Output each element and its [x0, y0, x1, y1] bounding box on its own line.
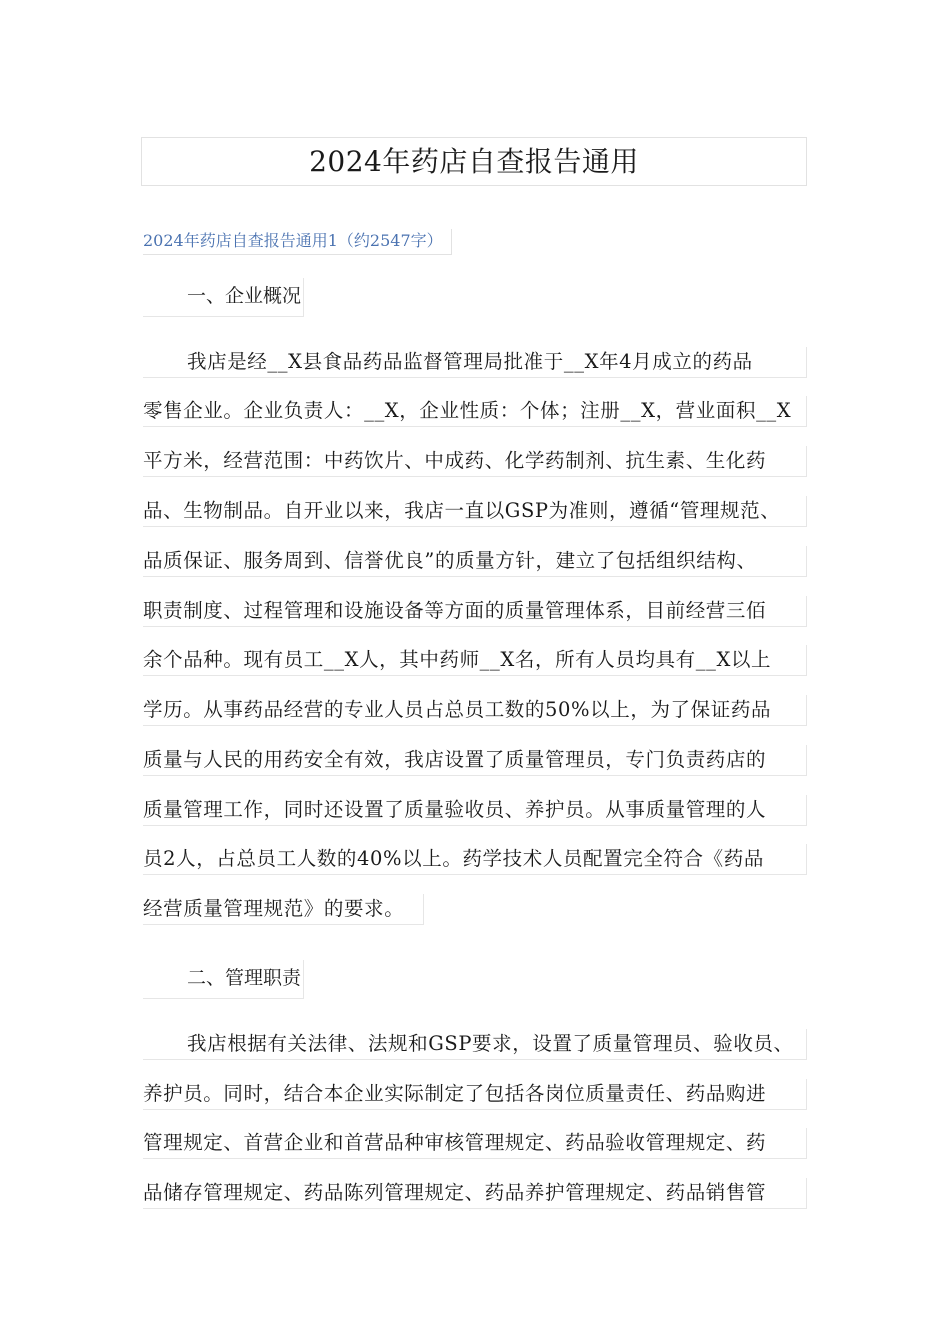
paragraph-line: 余个品种。现有员工__X人，其中药师__X名，所有人员均具有__X以上 — [143, 645, 807, 676]
paragraph-line: 品质保证、服务周到、信誉优良”的质量方针，建立了包括组织结构、 — [143, 546, 807, 577]
paragraph-line: 管理规定、首营企业和首营品种审核管理规定、药品验收管理规定、药 — [143, 1128, 807, 1159]
paragraph-line: 零售企业。企业负责人：__X，企业性质：个体；注册__X，营业面积__X — [143, 396, 807, 427]
paragraph-line: 员2人，占总员工人数的40%以上。药学技术人员配置完全符合《药品 — [143, 844, 807, 875]
paragraph-line: 学历。从事药品经营的专业人员占总员工数的50%以上，为了保证药品 — [143, 695, 807, 726]
document-title: 2024年药店自查报告通用 — [141, 137, 807, 186]
paragraph-line: 养护员。同时，结合本企业实际制定了包括各岗位质量责任、药品购进 — [143, 1079, 807, 1110]
paragraph-line: 质量管理工作，同时还设置了质量验收员、养护员。从事质量管理的人 — [143, 795, 807, 826]
toc-link[interactable]: 2024年药店自查报告通用1（约2547字） — [143, 229, 452, 255]
paragraph-line: 职责制度、过程管理和设施设备等方面的质量管理体系，目前经营三佰 — [143, 596, 807, 627]
paragraph-line: 平方米，经营范围：中药饮片、中成药、化学药制剂、抗生素、生化药 — [143, 446, 807, 477]
paragraph-line: 品储存管理规定、药品陈列管理规定、药品养护管理规定、药品销售管 — [143, 1178, 807, 1209]
paragraph-line: 我店是经__X县食品药品监督管理局批准于__X年4月成立的药品 — [143, 347, 807, 378]
section-heading-management: 二、管理职责 — [143, 960, 304, 999]
paragraph-line: 经营质量管理规范》的要求。 — [143, 894, 424, 925]
paragraph-line: 我店根据有关法律、法规和GSP要求，设置了质量管理员、验收员、 — [143, 1029, 807, 1060]
paragraph-line: 品、生物制品。自开业以来，我店一直以GSP为准则，遵循“管理规范、 — [143, 496, 807, 527]
paragraph-line: 质量与人民的用药安全有效，我店设置了质量管理员，专门负责药店的 — [143, 745, 807, 776]
section-heading-overview: 一、企业概况 — [143, 278, 304, 317]
